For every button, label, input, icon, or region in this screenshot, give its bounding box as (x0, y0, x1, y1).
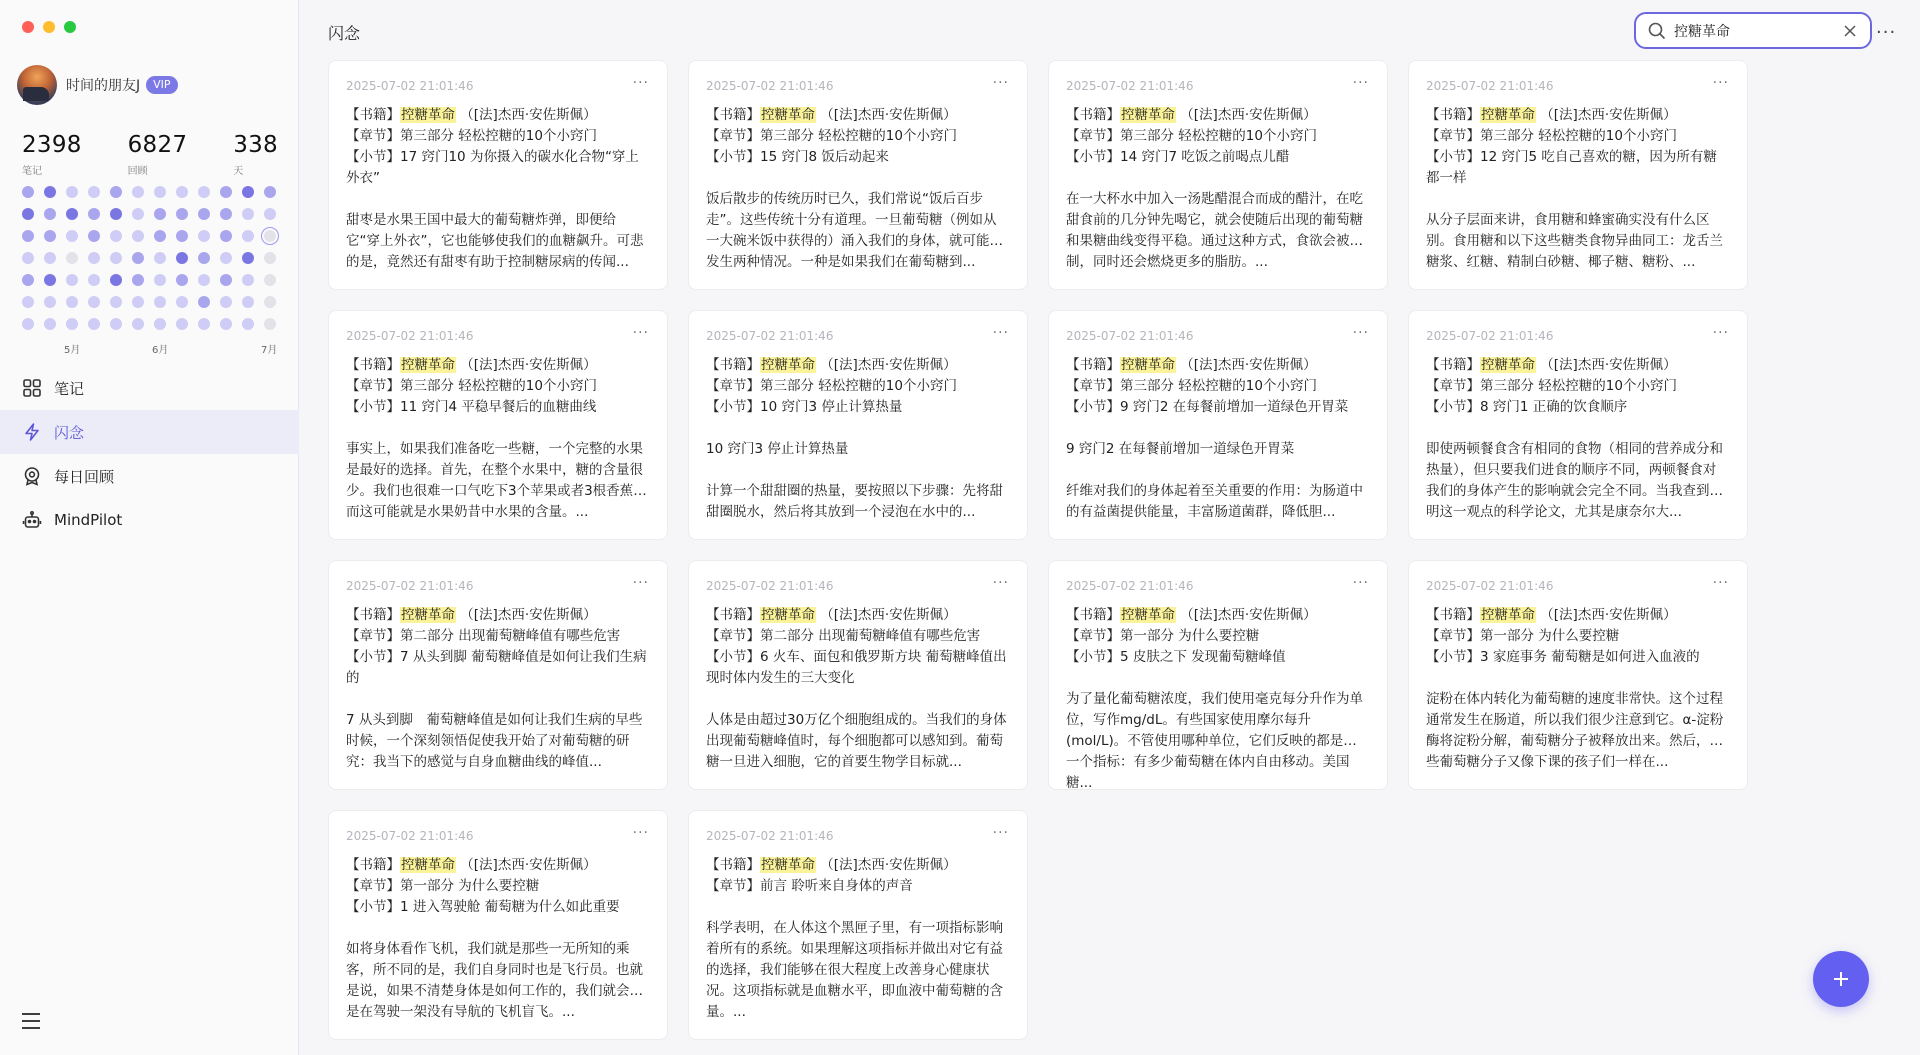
card-timestamp: 2025-07-02 21:01:46 (346, 829, 474, 843)
card-more-icon[interactable]: ··· (992, 825, 1009, 841)
heatmap-cell[interactable] (22, 208, 34, 220)
heatmap-cell[interactable] (242, 318, 254, 330)
stat-label: 天 (233, 166, 244, 177)
heatmap-cell[interactable] (22, 274, 34, 286)
heatmap-cell[interactable] (242, 296, 254, 308)
heatmap-cell[interactable] (242, 252, 254, 264)
heatmap-cell[interactable] (44, 208, 56, 220)
card-timestamp: 2025-07-02 21:01:46 (706, 329, 834, 343)
sidebar-item-notes[interactable] (0, 366, 299, 410)
heatmap-cell[interactable] (44, 274, 56, 286)
heatmap-cell[interactable] (198, 230, 210, 242)
heatmap-cell[interactable] (44, 230, 56, 242)
grid-icon (22, 378, 42, 398)
heatmap-cell[interactable] (132, 318, 144, 330)
card-excerpt: 纤维对我们的身体起着至关重要的作用：为肠道中的有益菌提供能量，丰富肠道菌群，降低胆... (1066, 483, 1363, 520)
sidebar-item-flash[interactable] (0, 410, 299, 454)
card-body (1426, 605, 1729, 775)
heatmap-cell[interactable] (88, 274, 100, 286)
card-excerpt: 事实上，如果我们准备吃一些糖，一个完整的水果是最好的选择。首先，在整个水果中，糖的含量很少。我们也很难一口气吃下3个苹果或者3根香蕉，而这可能就是水果奶昔中水果的含量。... (346, 441, 647, 520)
sidebar (0, 0, 299, 1055)
card-more-icon[interactable]: ··· (1712, 325, 1729, 341)
flash-note-card[interactable] (1408, 310, 1748, 540)
card-meta-line: 【小节】9 窍门2 在每餐前增加一道绿色开胃菜 (1066, 399, 1349, 415)
close-window-button[interactable] (22, 21, 34, 33)
heatmap-cell[interactable] (198, 252, 210, 264)
heatmap-cell[interactable] (264, 252, 276, 264)
heatmap-cell[interactable] (176, 208, 188, 220)
card-timestamp: 2025-07-02 21:01:46 (346, 579, 474, 593)
heatmap-cell[interactable] (66, 230, 78, 242)
search-highlight: 控糖革命 (401, 607, 455, 623)
card-more-icon[interactable]: ··· (1352, 575, 1369, 591)
heatmap-cell[interactable] (88, 208, 100, 220)
card-meta-line: 【章节】第一部分 为什么要控糖 (1426, 628, 1620, 644)
heatmap-cell[interactable] (110, 274, 122, 286)
heatmap-cell[interactable] (132, 296, 144, 308)
heatmap-cell[interactable] (198, 274, 210, 286)
card-excerpt: 科学表明，在人体这个黑匣子里，有一项指标影响着所有的系统。如果理解这项指标并做出对它有益的选择，我们能够在很大程度上改善身心健康状况。这项指标就是血糖水平，即血液中葡萄糖的含量。... (706, 920, 1003, 1020)
stat-value: 2398 (22, 132, 82, 158)
card-meta-line: 【小节】17 窍门10 为你摄入的碳水化合物“穿上外衣” (346, 149, 639, 186)
heatmap-cell[interactable] (264, 296, 276, 308)
month-label: 5月 (64, 345, 81, 356)
search-highlight: 控糖革命 (1481, 607, 1535, 623)
heatmap-cell[interactable] (220, 252, 232, 264)
card-meta-line: 【章节】第二部分 出现葡萄糖峰值有哪些危害 (346, 628, 621, 644)
card-more-icon[interactable]: ··· (632, 75, 649, 91)
heatmap-cell[interactable] (198, 208, 210, 220)
card-timestamp: 2025-07-02 21:01:46 (1066, 329, 1194, 343)
heatmap-cell[interactable] (176, 230, 188, 242)
card-excerpt-heading: 10 窍门3 停止计算热量 (706, 441, 849, 457)
card-excerpt: 计算一个甜甜圈的热量，要按照以下步骤：先将甜甜圈脱水，然后将其放到一个浸泡在水中的... (706, 483, 1003, 520)
search-highlight: 控糖革命 (761, 107, 815, 123)
card-timestamp: 2025-07-02 21:01:46 (1426, 579, 1554, 593)
card-body (346, 105, 649, 275)
card-meta-line: 【小节】11 窍门4 平稳早餐后的血糖曲线 (346, 399, 597, 415)
heatmap-cell[interactable] (176, 274, 188, 286)
heatmap-cell[interactable] (198, 186, 210, 198)
heatmap-cell[interactable] (220, 208, 232, 220)
search-highlight: 控糖革命 (1121, 107, 1175, 123)
search-highlight: 控糖革命 (1481, 357, 1535, 373)
card-meta-line: 【小节】12 窍门5 吃自己喜欢的糖，因为所有糖都一样 (1426, 149, 1717, 186)
card-meta-line: 【书籍】控糖革命 （[法]杰西·安佐斯佩） (1066, 607, 1317, 623)
heatmap-cell[interactable] (132, 208, 144, 220)
heatmap-month-labels (0, 341, 299, 355)
card-excerpt: 人体是由超过30万亿个细胞组成的。当我们的身体出现葡萄糖峰值时，每个细胞都可以感知到。葡萄糖一旦进入细胞，它的首要生物学目标就... (706, 712, 1007, 770)
heatmap-cell[interactable] (154, 186, 166, 198)
flash-note-card[interactable] (688, 560, 1028, 790)
card-meta-line: 【小节】5 皮肤之下 发现葡萄糖峰值 (1066, 649, 1286, 665)
heatmap-cell[interactable] (88, 252, 100, 264)
card-more-icon[interactable]: ··· (1712, 575, 1729, 591)
search-highlight: 控糖革命 (1121, 357, 1175, 373)
heatmap-cell[interactable] (44, 318, 56, 330)
card-body (706, 855, 1009, 1025)
flash-note-card[interactable] (1048, 60, 1388, 290)
sidebar-item-mindpilot[interactable] (0, 498, 299, 542)
window-controls (22, 21, 76, 33)
heatmap-cell[interactable] (198, 318, 210, 330)
card-meta-line: 【小节】1 进入驾驶舱 葡萄糖为什么如此重要 (346, 899, 620, 915)
search-highlight: 控糖革命 (1481, 107, 1535, 123)
card-more-icon[interactable]: ··· (1352, 75, 1369, 91)
card-meta-line: 【书籍】控糖革命 （[法]杰西·安佐斯佩） (346, 857, 597, 873)
search-highlight: 控糖革命 (1121, 607, 1175, 623)
card-body (1066, 105, 1369, 275)
flash-note-card[interactable] (688, 310, 1028, 540)
card-meta-line: 【章节】第二部分 出现葡萄糖峰值有哪些危害 (706, 628, 981, 644)
flash-note-card[interactable] (1408, 60, 1748, 290)
card-meta-line: 【章节】第三部分 轻松控糖的10个小窍门 (346, 128, 597, 144)
heatmap-cell[interactable] (132, 230, 144, 242)
stat-days[interactable] (233, 131, 278, 177)
card-meta-line: 【书籍】控糖革命 （[法]杰西·安佐斯佩） (1066, 107, 1317, 123)
heatmap-cell[interactable] (110, 208, 122, 220)
card-meta-line: 【章节】第一部分 为什么要控糖 (1066, 628, 1260, 644)
heatmap-cell[interactable] (176, 252, 188, 264)
search-highlight: 控糖革命 (761, 857, 815, 873)
card-excerpt: 饭后散步的传统历时已久，我们常说“饭后百步走”。这些传统十分有道理。一旦葡萄糖（例如从一大碗米饭中获得的）涌入我们的身体，就可能会发生两种情况。一种是如果我们在葡萄糖到... (706, 191, 1003, 270)
heatmap-cell[interactable] (132, 186, 144, 198)
flash-note-card[interactable] (328, 60, 668, 290)
card-more-icon[interactable]: ··· (632, 325, 649, 341)
heatmap-cell[interactable] (154, 230, 166, 242)
card-more-icon[interactable]: ··· (992, 325, 1009, 341)
card-meta-line: 【小节】6 火车、面包和俄罗斯方块 葡萄糖峰值出现时体内发生的三大变化 (706, 649, 1007, 686)
sidebar-item-label: MindPilot (54, 511, 123, 529)
username: 时间的朋友J (66, 78, 141, 94)
card-meta-line: 【书籍】控糖革命 （[法]杰西·安佐斯佩） (346, 107, 597, 123)
minimize-window-button[interactable] (43, 21, 55, 33)
heatmap-cell[interactable] (242, 230, 254, 242)
heatmap-cell[interactable] (110, 318, 122, 330)
maximize-window-button[interactable] (64, 21, 76, 33)
sidebar-item-label: 笔记 (54, 379, 85, 398)
card-meta-line: 【章节】前言 聆听来自身体的声音 (706, 878, 913, 894)
flash-note-card[interactable] (328, 810, 668, 1040)
card-more-icon[interactable]: ··· (992, 575, 1009, 591)
card-excerpt: 即使两顿餐食含有相同的食物（相同的营养成分和热量），但只要我们进食的顺序不同，两顿餐食对我们的身体产生的影响就会完全不同。当我查到证明这一观点的科学论文，尤其是康奈尔大... (1426, 441, 1723, 520)
card-meta-line: 【书籍】控糖革命 （[法]杰西·安佐斯佩） (1426, 107, 1677, 123)
card-meta-line: 【章节】第三部分 轻松控糖的10个小窍门 (706, 378, 957, 394)
heatmap-cell[interactable] (132, 274, 144, 286)
heatmap-cell[interactable] (66, 208, 78, 220)
heatmap-cell[interactable] (132, 252, 144, 264)
card-meta-line: 【书籍】控糖革命 （[法]杰西·安佐斯佩） (706, 107, 957, 123)
card-meta-line: 【书籍】控糖革命 （[法]杰西·安佐斯佩） (346, 607, 597, 623)
flash-note-card[interactable] (1048, 310, 1388, 540)
sidebar-nav (0, 366, 299, 542)
card-body (346, 355, 649, 525)
card-meta-line: 【小节】7 从头到脚 葡萄糖峰值是如何让我们生病的 (346, 649, 647, 686)
heatmap-cell[interactable] (44, 186, 56, 198)
lightning-icon (22, 422, 42, 442)
card-meta-line: 【章节】第三部分 轻松控糖的10个小窍门 (1426, 128, 1677, 144)
month-label: 7月 (261, 345, 278, 356)
card-meta-line: 【书籍】控糖革命 （[法]杰西·安佐斯佩） (706, 357, 957, 373)
heatmap-cell[interactable] (176, 318, 188, 330)
sidebar-item-label: 每日回顾 (54, 467, 115, 486)
sidebar-item-label: 闪念 (54, 423, 85, 442)
heatmap-cell[interactable] (88, 186, 100, 198)
card-meta-line: 【章节】第三部分 轻松控糖的10个小窍门 (1066, 378, 1317, 394)
card-excerpt: 为了量化葡萄糖浓度，我们使用毫克每分升作为单位，写作mg/dL。有些国家使用摩尔每升(mol/L)。不管使用哪种单位，它们反映的都是同一个指标：有多少葡萄糖在体内自由移动。美国糖... (1066, 691, 1363, 791)
heatmap-cell[interactable] (176, 296, 188, 308)
heatmap-cell[interactable] (154, 252, 166, 264)
heatmap-cell[interactable] (220, 186, 232, 198)
heatmap-cell[interactable] (44, 296, 56, 308)
heatmap-cell[interactable] (242, 274, 254, 286)
more-options-icon[interactable]: ··· (1876, 22, 1897, 43)
robot-icon (22, 510, 42, 530)
heatmap-cell[interactable] (66, 274, 78, 286)
add-note-button[interactable] (1813, 951, 1869, 1007)
card-meta-line: 【书籍】控糖革命 （[法]杰西·安佐斯佩） (706, 857, 957, 873)
card-body (706, 355, 1009, 525)
user-profile[interactable] (17, 65, 178, 105)
card-more-icon[interactable]: ··· (1712, 75, 1729, 91)
heatmap-cell[interactable] (88, 318, 100, 330)
card-body (346, 855, 649, 1025)
card-body (346, 605, 649, 775)
card-meta-line: 【章节】第三部分 轻松控糖的10个小窍门 (1426, 378, 1677, 394)
heatmap-cell[interactable] (242, 186, 254, 198)
card-meta-line: 【小节】3 家庭事务 葡萄糖是如何进入血液的 (1426, 649, 1700, 665)
card-timestamp: 2025-07-02 21:01:46 (1426, 79, 1554, 93)
search-input[interactable] (1674, 23, 1834, 39)
search-highlight: 控糖革命 (401, 357, 455, 373)
heatmap-cell[interactable] (154, 274, 166, 286)
avatar[interactable] (17, 65, 57, 105)
search-highlight: 控糖革命 (761, 607, 815, 623)
heatmap-cell[interactable] (220, 230, 232, 242)
search-box[interactable] (1634, 12, 1872, 49)
stats (22, 131, 278, 177)
heatmap-cell[interactable] (22, 296, 34, 308)
card-meta-line: 【章节】第三部分 轻松控糖的10个小窍门 (346, 378, 597, 394)
card-body (1426, 105, 1729, 275)
search-highlight: 控糖革命 (761, 357, 815, 373)
card-more-icon[interactable]: ··· (992, 75, 1009, 91)
heatmap-cell[interactable] (22, 318, 34, 330)
card-timestamp: 2025-07-02 21:01:46 (1066, 579, 1194, 593)
page-title: 闪念 (328, 24, 361, 43)
heatmap-cell[interactable] (264, 230, 276, 242)
heatmap-cell[interactable] (44, 252, 56, 264)
heatmap-cell[interactable] (176, 186, 188, 198)
card-meta-line: 【书籍】控糖革命 （[法]杰西·安佐斯佩） (1426, 607, 1677, 623)
stat-label: 回顾 (127, 166, 148, 177)
search-highlight: 控糖革命 (401, 857, 455, 873)
month-label: 6月 (152, 345, 169, 356)
card-timestamp: 2025-07-02 21:01:46 (346, 329, 474, 343)
heatmap-cell[interactable] (66, 186, 78, 198)
card-body (706, 105, 1009, 275)
flash-note-card[interactable] (688, 810, 1028, 1040)
activity-heatmap (22, 186, 276, 330)
heatmap-cell[interactable] (110, 186, 122, 198)
heatmap-cell[interactable] (66, 252, 78, 264)
card-excerpt: 从分子层面来讲，食用糖和蜂蜜确实没有什么区别。食用糖和以下这些糖类食物异曲同工：龙舌兰糖浆、红糖、精制白砂糖、椰子糖、糖粉、... (1426, 212, 1723, 270)
review-icon (22, 466, 42, 486)
sidebar-item-daily-review[interactable] (0, 454, 299, 498)
card-body (1426, 355, 1729, 525)
vip-badge: VIP (146, 76, 177, 94)
heatmap-cell[interactable] (264, 208, 276, 220)
flash-note-card[interactable] (688, 60, 1028, 290)
card-body (706, 605, 1009, 775)
card-meta-line: 【书籍】控糖革命 （[法]杰西·安佐斯佩） (1066, 357, 1317, 373)
heatmap-cell[interactable] (264, 318, 276, 330)
stat-notes[interactable] (22, 131, 82, 177)
clear-search-icon[interactable] (1842, 23, 1858, 39)
search-icon (1648, 22, 1666, 40)
heatmap-cell[interactable] (110, 296, 122, 308)
card-timestamp: 2025-07-02 21:01:46 (1426, 329, 1554, 343)
card-meta-line: 【书籍】控糖革命 （[法]杰西·安佐斯佩） (1426, 357, 1677, 373)
heatmap-cell[interactable] (154, 296, 166, 308)
menu-icon[interactable] (20, 1010, 42, 1032)
heatmap-cell[interactable] (88, 230, 100, 242)
heatmap-cell[interactable] (110, 230, 122, 242)
flash-note-card[interactable] (328, 310, 668, 540)
flash-note-card[interactable] (328, 560, 668, 790)
heatmap-cell[interactable] (22, 252, 34, 264)
card-more-icon[interactable]: ··· (632, 825, 649, 841)
heatmap-cell[interactable] (110, 252, 122, 264)
heatmap-cell[interactable] (66, 296, 78, 308)
card-meta-line: 【章节】第三部分 轻松控糖的10个小窍门 (1066, 128, 1317, 144)
card-body (1066, 355, 1369, 525)
heatmap-cell[interactable] (22, 230, 34, 242)
card-timestamp: 2025-07-02 21:01:46 (346, 79, 474, 93)
flash-note-card[interactable] (1408, 560, 1748, 790)
heatmap-cell[interactable] (264, 186, 276, 198)
heatmap-cell[interactable] (154, 208, 166, 220)
card-meta-line: 【书籍】控糖革命 （[法]杰西·安佐斯佩） (706, 607, 957, 623)
card-excerpt: 淀粉在体内转化为葡萄糖的速度非常快。这个过程通常发生在肠道，所以我们很少注意到它。α-淀粉酶将淀粉分解，葡萄糖分子被释放出来。然后，这些葡萄糖分子又像下课的孩子们一样在... (1426, 691, 1724, 770)
heatmap-cell[interactable] (264, 274, 276, 286)
heatmap-cell[interactable] (154, 318, 166, 330)
card-excerpt-heading: 9 窍门2 在每餐前增加一道绿色开胃菜 (1066, 441, 1295, 457)
heatmap-cell[interactable] (22, 186, 34, 198)
card-more-icon[interactable]: ··· (1352, 325, 1369, 341)
card-meta-line: 【小节】14 窍门7 吃饭之前喝点儿醋 (1066, 149, 1290, 165)
search-highlight: 控糖革命 (401, 107, 455, 123)
flash-note-card[interactable] (1048, 560, 1388, 790)
card-excerpt: 如将身体看作飞机，我们就是那些一无所知的乘客，所不同的是，我们自身同时也是飞行员。也就是说，如果不清楚身体是如何工作的，我们就会像是在驾驶一架没有导航的飞机盲飞。... (346, 941, 643, 1020)
card-timestamp: 2025-07-02 21:01:46 (1066, 79, 1194, 93)
card-meta-line: 【书籍】控糖革命 （[法]杰西·安佐斯佩） (346, 357, 597, 373)
heatmap-cell[interactable] (66, 318, 78, 330)
heatmap-cell[interactable] (220, 274, 232, 286)
stat-value: 6827 (127, 132, 188, 158)
heatmap-cell[interactable] (220, 318, 232, 330)
card-meta-line: 【章节】第一部分 为什么要控糖 (346, 878, 540, 894)
stat-value: 338 (233, 132, 278, 158)
card-excerpt: 7 从头到脚 葡萄糖峰值是如何让我们生病的早些时候，一个深刻领悟促使我开始了对葡萄糖的研究：我当下的感觉与自身血糖曲线的峰值... (346, 712, 643, 770)
card-meta-line: 【小节】10 窍门3 停止计算热量 (706, 399, 903, 415)
card-meta-line: 【小节】15 窍门8 饭后动起来 (706, 149, 889, 165)
card-meta-line: 【小节】8 窍门1 正确的饮食顺序 (1426, 399, 1628, 415)
card-body (1066, 605, 1369, 791)
card-more-icon[interactable]: ··· (632, 575, 649, 591)
card-excerpt: 在一大杯水中加入一汤匙醋混合而成的醋汁，在吃甜食前的几分钟先喝它，就会使随后出现的葡萄糖和果糖曲线变得平稳。通过这种方式，食欲会被抑制，同时还会燃烧更多的脂肪。... (1066, 191, 1363, 270)
card-excerpt: 甜枣是水果王国中最大的葡萄糖炸弹，即便给它“穿上外衣”，它也能够使我们的血糖飙升。可悲的是，竟然还有甜枣有助于控制糖尿病的传闻... (346, 212, 644, 270)
card-timestamp: 2025-07-02 21:01:46 (706, 579, 834, 593)
heatmap-cell[interactable] (88, 296, 100, 308)
card-meta-line: 【章节】第三部分 轻松控糖的10个小窍门 (706, 128, 957, 144)
card-timestamp: 2025-07-02 21:01:46 (706, 79, 834, 93)
heatmap-cell[interactable] (220, 296, 232, 308)
heatmap-cell[interactable] (242, 208, 254, 220)
heatmap-cell[interactable] (198, 296, 210, 308)
card-timestamp: 2025-07-02 21:01:46 (706, 829, 834, 843)
stat-reviews[interactable] (128, 131, 188, 177)
stat-label: 笔记 (22, 166, 42, 177)
